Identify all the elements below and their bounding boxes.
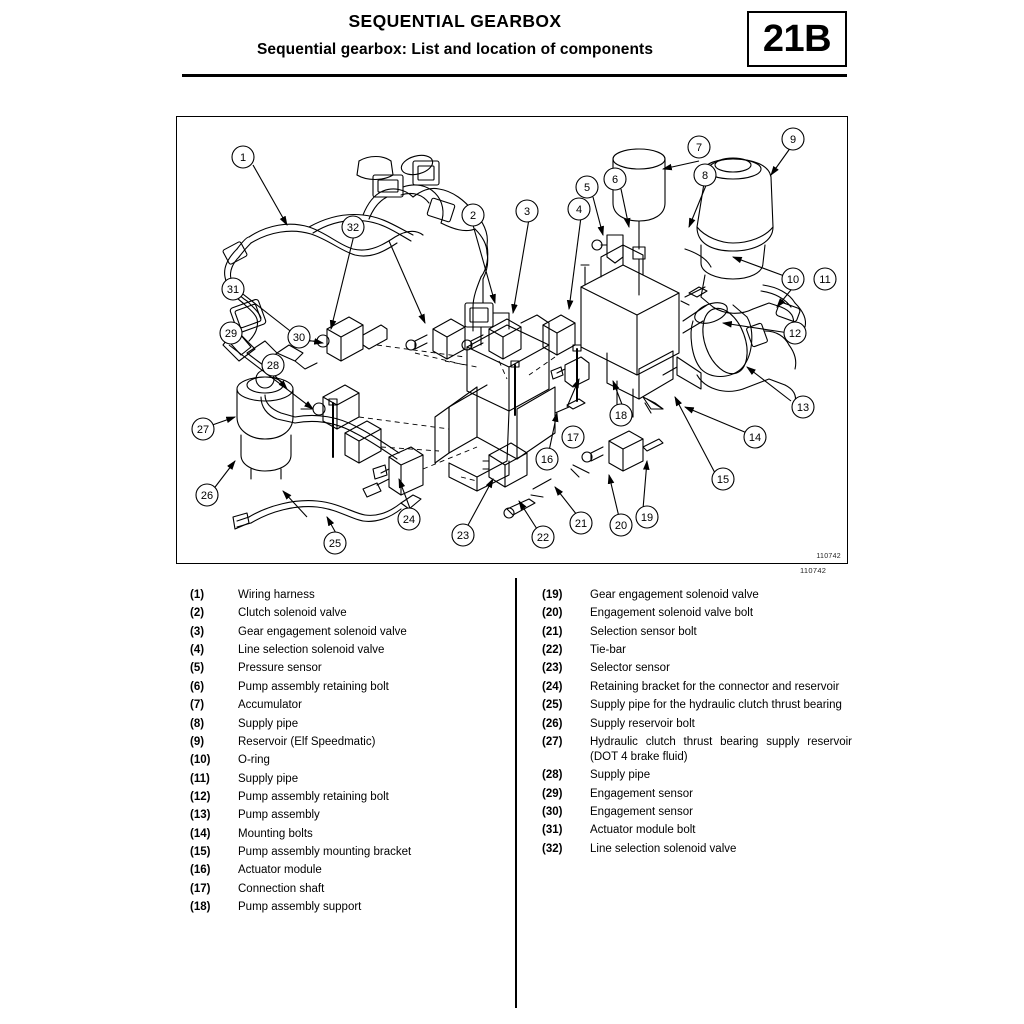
- component-diagram: [176, 116, 848, 564]
- legend-number: (27): [542, 735, 563, 748]
- legend-item: [528, 588, 858, 603]
- svg-text:29: 29: [224, 328, 238, 340]
- svg-text:9: 9: [789, 134, 797, 146]
- svg-text:2: 2: [469, 210, 477, 222]
- legend-item: [176, 753, 506, 768]
- legend-number: (22): [542, 644, 563, 657]
- legend-number: (12): [190, 790, 211, 803]
- legend-label: Hydraulic clutch thrust bearing supply reservoir (DOT 4 brake fluid): [590, 735, 852, 764]
- legend-label: Supply pipe: [590, 769, 651, 782]
- legend-number: (23): [542, 662, 563, 675]
- svg-text:31: 31: [226, 284, 240, 296]
- page-header: [0, 0, 1024, 86]
- legend-item: [176, 698, 506, 713]
- legend-number: (21): [542, 625, 563, 638]
- section-code: 21B: [762, 18, 832, 60]
- header-titles: [170, 10, 740, 60]
- svg-text:11: 11: [819, 274, 831, 286]
- legend-label: Line selection solenoid valve: [590, 842, 737, 855]
- svg-text:12: 12: [788, 328, 802, 340]
- legend-label: Reservoir (Elf Speedmatic): [238, 735, 376, 748]
- legend-label: Supply pipe: [238, 717, 299, 730]
- legend-number: (7): [190, 699, 205, 712]
- legend-item: [528, 643, 858, 658]
- legend-number: (9): [190, 735, 205, 748]
- legend-label: Gear engagement solenoid valve: [590, 589, 759, 601]
- legend-label: Retaining bracket for the connector and reservoir: [590, 680, 840, 693]
- legend-number: (14): [190, 827, 211, 840]
- legend-label: Supply pipe: [238, 772, 299, 785]
- svg-text:6: 6: [611, 174, 619, 186]
- legend-label: Pump assembly: [238, 809, 320, 822]
- legend-number: (31): [542, 824, 563, 837]
- svg-text:26: 26: [200, 490, 214, 502]
- legend-item: [176, 772, 506, 787]
- legend-label: O-ring: [238, 754, 270, 767]
- legend-divider: [515, 578, 517, 1008]
- legend-number: (15): [190, 846, 211, 859]
- legend-label: Selection sensor bolt: [590, 625, 697, 638]
- svg-text:4: 4: [575, 204, 583, 216]
- svg-text:18: 18: [614, 410, 628, 422]
- figure-code: 110742: [816, 553, 841, 560]
- svg-text:25: 25: [328, 538, 342, 550]
- legend-label: Pump assembly mounting bracket: [238, 846, 412, 859]
- section-code-box: [747, 11, 847, 67]
- svg-text:19: 19: [640, 512, 654, 524]
- svg-text:28: 28: [266, 360, 280, 372]
- legend-item: [528, 735, 858, 765]
- svg-text:14: 14: [748, 432, 762, 444]
- legend-number: (30): [542, 806, 563, 819]
- legend-item: [176, 643, 506, 658]
- svg-text:5: 5: [583, 182, 591, 194]
- svg-text:10: 10: [786, 274, 800, 286]
- legend-label: Tie-bar: [590, 644, 626, 657]
- svg-text:15: 15: [716, 474, 730, 486]
- legend-item: [528, 787, 858, 802]
- svg-text:7: 7: [695, 142, 703, 154]
- legend-item: [528, 717, 858, 732]
- legend-number: (24): [542, 680, 563, 693]
- legend-label: Connection shaft: [238, 882, 325, 895]
- legend-item: [176, 625, 506, 640]
- legend-number: (16): [190, 864, 211, 877]
- legend-number: (19): [542, 589, 563, 601]
- legend-number: (17): [190, 882, 211, 895]
- legend-number: (18): [190, 901, 211, 914]
- legend-item: [176, 808, 506, 823]
- legend-number: (2): [190, 607, 205, 620]
- legend-label: Mounting bolts: [238, 827, 313, 840]
- legend-item: [176, 827, 506, 842]
- svg-text:24: 24: [402, 514, 416, 526]
- legend-column-right: [528, 588, 858, 860]
- legend-label: Wiring harness: [238, 589, 315, 601]
- legend-number: (26): [542, 717, 563, 730]
- legend-item: [528, 823, 858, 838]
- legend-label: Engagement sensor: [590, 787, 693, 800]
- svg-text:3: 3: [523, 206, 531, 218]
- legend-label: Engagement sensor: [590, 806, 693, 819]
- figure-code-outside: 110742: [800, 566, 827, 575]
- legend-item: [176, 680, 506, 695]
- legend-label: Line selection solenoid valve: [238, 644, 385, 657]
- svg-text:21: 21: [574, 518, 588, 530]
- legend-item: [528, 698, 858, 713]
- svg-text:32: 32: [346, 222, 360, 234]
- legend-item: [528, 680, 858, 695]
- legend-item: [176, 717, 506, 732]
- legend-number: (25): [542, 699, 563, 712]
- legend-label: Pump assembly retaining bolt: [238, 680, 389, 693]
- legend-item: [528, 606, 858, 621]
- legend-label: Pressure sensor: [238, 662, 322, 675]
- legend-label: Clutch solenoid valve: [238, 607, 347, 620]
- legend-label: Selector sensor: [590, 662, 670, 675]
- legend-item: [528, 625, 858, 640]
- legend-number: (1): [190, 589, 205, 601]
- legend-number: (20): [542, 607, 563, 620]
- legend-item: [176, 588, 506, 603]
- legend-item: [528, 661, 858, 676]
- legend-column-left: [176, 588, 506, 918]
- legend-item: [176, 661, 506, 676]
- legend-label: Gear engagement solenoid valve: [238, 625, 407, 638]
- legend-item: [176, 735, 506, 750]
- legend-label: Engagement solenoid valve bolt: [590, 607, 754, 620]
- legend-number: (13): [190, 809, 211, 822]
- legend-item: [176, 845, 506, 860]
- svg-text:30: 30: [292, 332, 306, 344]
- legend-label: Accumulator: [238, 699, 302, 712]
- legend-number: (8): [190, 717, 205, 730]
- diagram-svg: [177, 117, 848, 564]
- svg-text:27: 27: [196, 424, 210, 436]
- legend-label: Actuator module: [238, 864, 322, 877]
- legend-item: [176, 900, 506, 915]
- legend-number: (29): [542, 787, 563, 800]
- svg-text:22: 22: [536, 532, 550, 544]
- legend-label: Supply reservoir bolt: [590, 717, 695, 730]
- legend-number: (32): [542, 842, 563, 855]
- legend: [176, 578, 866, 1008]
- legend-item: [528, 805, 858, 820]
- svg-text:17: 17: [566, 432, 580, 444]
- legend-label: Pump assembly support: [238, 901, 362, 914]
- legend-label: Actuator module bolt: [590, 824, 696, 837]
- legend-number: (6): [190, 680, 205, 693]
- legend-number: (10): [190, 754, 211, 767]
- legend-item: [528, 768, 858, 783]
- legend-number: (3): [190, 625, 205, 638]
- svg-text:13: 13: [796, 402, 810, 414]
- legend-number: (4): [190, 644, 205, 657]
- page-subtitle: Sequential gearbox: List and location of components: [256, 40, 654, 58]
- legend-label: Pump assembly retaining bolt: [238, 790, 389, 803]
- page-title: SEQUENTIAL GEARBOX: [348, 11, 562, 31]
- legend-item: [176, 882, 506, 897]
- svg-text:16: 16: [540, 454, 554, 466]
- svg-text:8: 8: [701, 170, 709, 182]
- header-divider: [182, 74, 847, 77]
- legend-number: (5): [190, 662, 205, 675]
- legend-item: [528, 842, 858, 857]
- svg-text:23: 23: [456, 530, 470, 542]
- legend-item: [176, 790, 506, 805]
- legend-label: Supply pipe for the hydraulic clutch thrust bearing: [590, 699, 842, 712]
- legend-number: (11): [190, 772, 210, 785]
- legend-number: (28): [542, 769, 563, 782]
- legend-item: [176, 606, 506, 621]
- svg-text:1: 1: [239, 152, 247, 164]
- svg-text:20: 20: [614, 520, 628, 532]
- legend-item: [176, 863, 506, 878]
